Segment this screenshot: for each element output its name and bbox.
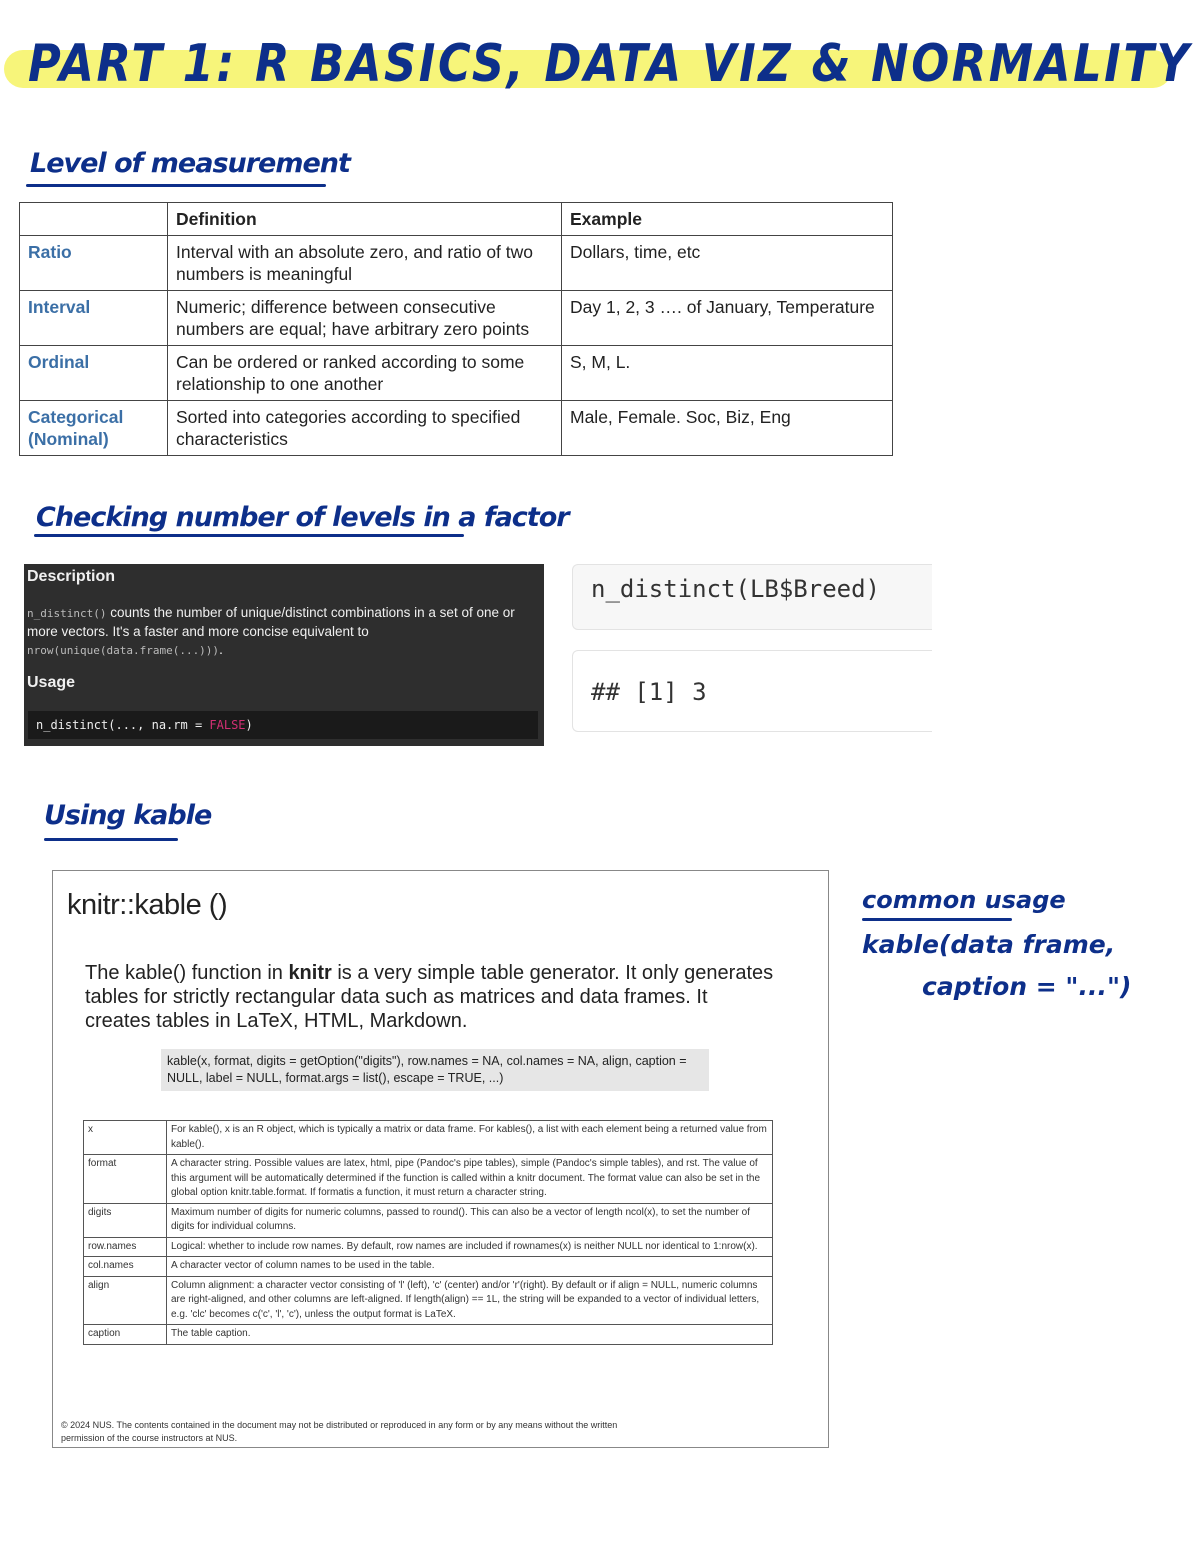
row-label: Categorical (Nominal) (20, 401, 168, 456)
arg-name: col.names (84, 1257, 167, 1277)
arg-desc: A character vector of column names to be used in the table. (167, 1257, 773, 1277)
arg-name: digits (84, 1203, 167, 1237)
arg-name: align (84, 1276, 167, 1325)
equivalent-code: nrow(unique(data.frame(...))) (27, 644, 220, 657)
description-text-part: . (219, 642, 223, 657)
row-label: Ratio (20, 236, 168, 291)
usage-code (28, 711, 538, 739)
table-row (84, 1276, 773, 1325)
usage-code-part: n_distinct(..., na.rm = (36, 718, 210, 732)
usage-code-part: ) (245, 718, 253, 732)
arguments-table (83, 1120, 773, 1345)
usage-heading: Usage (27, 674, 76, 691)
note-underline (862, 918, 1012, 921)
table-header-row (20, 203, 893, 236)
table-row (84, 1155, 773, 1204)
slide-title: knitr::kable () (67, 889, 228, 921)
heading-underline (26, 184, 326, 187)
definition-cell: Can be ordered or ranked according to some relationship to one another (168, 346, 562, 401)
section-heading-kable: Using kable (44, 800, 212, 831)
arg-desc: Logical: whether to include row names. By default, row names are included if rownames(x) is neither NULL nor identical to 1:nrow(x). (167, 1237, 773, 1257)
row-label: Interval (20, 291, 168, 346)
arg-name: x (84, 1121, 167, 1155)
arg-name: format (84, 1155, 167, 1204)
table-row (84, 1121, 773, 1155)
example-cell: Dollars, time, etc (562, 236, 893, 291)
note-common-usage: common usage (862, 886, 1066, 914)
heading-underline (34, 534, 464, 537)
table-row (20, 346, 893, 401)
table-row (84, 1203, 773, 1237)
slide-paragraph-part: is a very simple table generator. It only generates tables for strictly rectangular data such as matrices and data frames. It creates tables in LaTeX, HTML, Markdown. (85, 962, 774, 1032)
description-text-part: counts the number of unique/distinct combinations in a set of one or more vectors. It's a faster and more concise equivalent to (27, 605, 515, 639)
section-heading-lom: Level of measurement (30, 148, 350, 179)
slide-paragraph-part: The kable() function in (85, 962, 289, 984)
arg-desc: Column alignment: a character vector consisting of 'l' (left), 'c' (center) and/or 'r'(right). By default or if align = NULL, numeric columns are right-aligned, and other columns are left-aligned. If length(align) == 1L, the string will be expanded to a vector of individual letters, e.g. 'clc' becomes c('c', 'l', 'c'), unless the output format is LaTeX. (167, 1276, 773, 1325)
title-banner (0, 28, 1192, 108)
arg-name: row.names (84, 1237, 167, 1257)
table-row (20, 401, 893, 456)
arg-desc: For kable(), x is an R object, which is typically a matrix or data frame. For kables(), a list with each element being a returned value from kable(). (167, 1121, 773, 1155)
level-of-measurement-table (19, 202, 893, 456)
copyright-notice: © 2024 NUS. The contents contained in the document may not be distributed or reproduced in any form or by any means without the written permission of the course instructors at NUS. (61, 1420, 618, 1443)
heading-underline (44, 838, 178, 841)
arg-desc: The table caption. (167, 1325, 773, 1345)
function-signature: kable(x, format, digits = getOption("digits"), row.names = NA, col.names = NA, align, caption = NULL, label = NULL, format.args = list(), escape = TRUE, ...) (161, 1049, 709, 1091)
note-kable-call: kable(data frame, (862, 930, 1116, 959)
section-heading-factor: Checking number of levels in a factor (36, 502, 569, 533)
arg-name: caption (84, 1325, 167, 1345)
table-row (84, 1257, 773, 1277)
description-text (27, 604, 539, 660)
description-box (24, 564, 544, 746)
page-title: PART 1: R BASICS, DATA VIZ & NORMALITY (28, 34, 1192, 94)
kable-slide (52, 870, 829, 1448)
table-header-cell: Example (562, 203, 893, 236)
description-heading: Description (27, 568, 116, 585)
definition-cell: Interval with an absolute zero, and ratio of two numbers is meaningful (168, 236, 562, 291)
definition-cell: Sorted into categories according to specified characteristics (168, 401, 562, 456)
definition-cell: Numeric; difference between consecutive numbers are equal; have arbitrary zero points (168, 291, 562, 346)
row-label: Ordinal (20, 346, 168, 401)
table-row (20, 236, 893, 291)
arg-desc: Maximum number of digits for numeric columns, passed to round(). This can also be a vector of length ncol(x), to set the number of digits for individual columns. (167, 1203, 773, 1237)
table-row (20, 291, 893, 346)
slide-paragraph-bold: knitr (288, 962, 332, 984)
table-row (84, 1325, 773, 1345)
slide-paragraph (85, 961, 775, 1033)
example-cell: Male, Female. Soc, Biz, Eng (562, 401, 893, 456)
table-header-cell (20, 203, 168, 236)
table-row (84, 1237, 773, 1257)
table-header-cell: Definition (168, 203, 562, 236)
code-output: ## [1] 3 (572, 650, 932, 732)
function-code: n_distinct() (27, 607, 107, 620)
arg-desc: A character string. Possible values are latex, html, pipe (Pandoc's pipe tables), simple (Pandoc's simple tables), and rst. The value of this argument will be automatically determined if the function is called within a knitr document. The format value can also be set in the global option knitr.table.format. If formatis a function, it must return a character string. (167, 1155, 773, 1204)
example-cell: Day 1, 2, 3 …. of January, Temperature (562, 291, 893, 346)
note-caption-arg: caption = "...") (922, 972, 1132, 1001)
usage-code-false: FALSE (209, 718, 246, 732)
example-cell: S, M, L. (562, 346, 893, 401)
code-input: n_distinct(LB$Breed) (572, 564, 932, 630)
